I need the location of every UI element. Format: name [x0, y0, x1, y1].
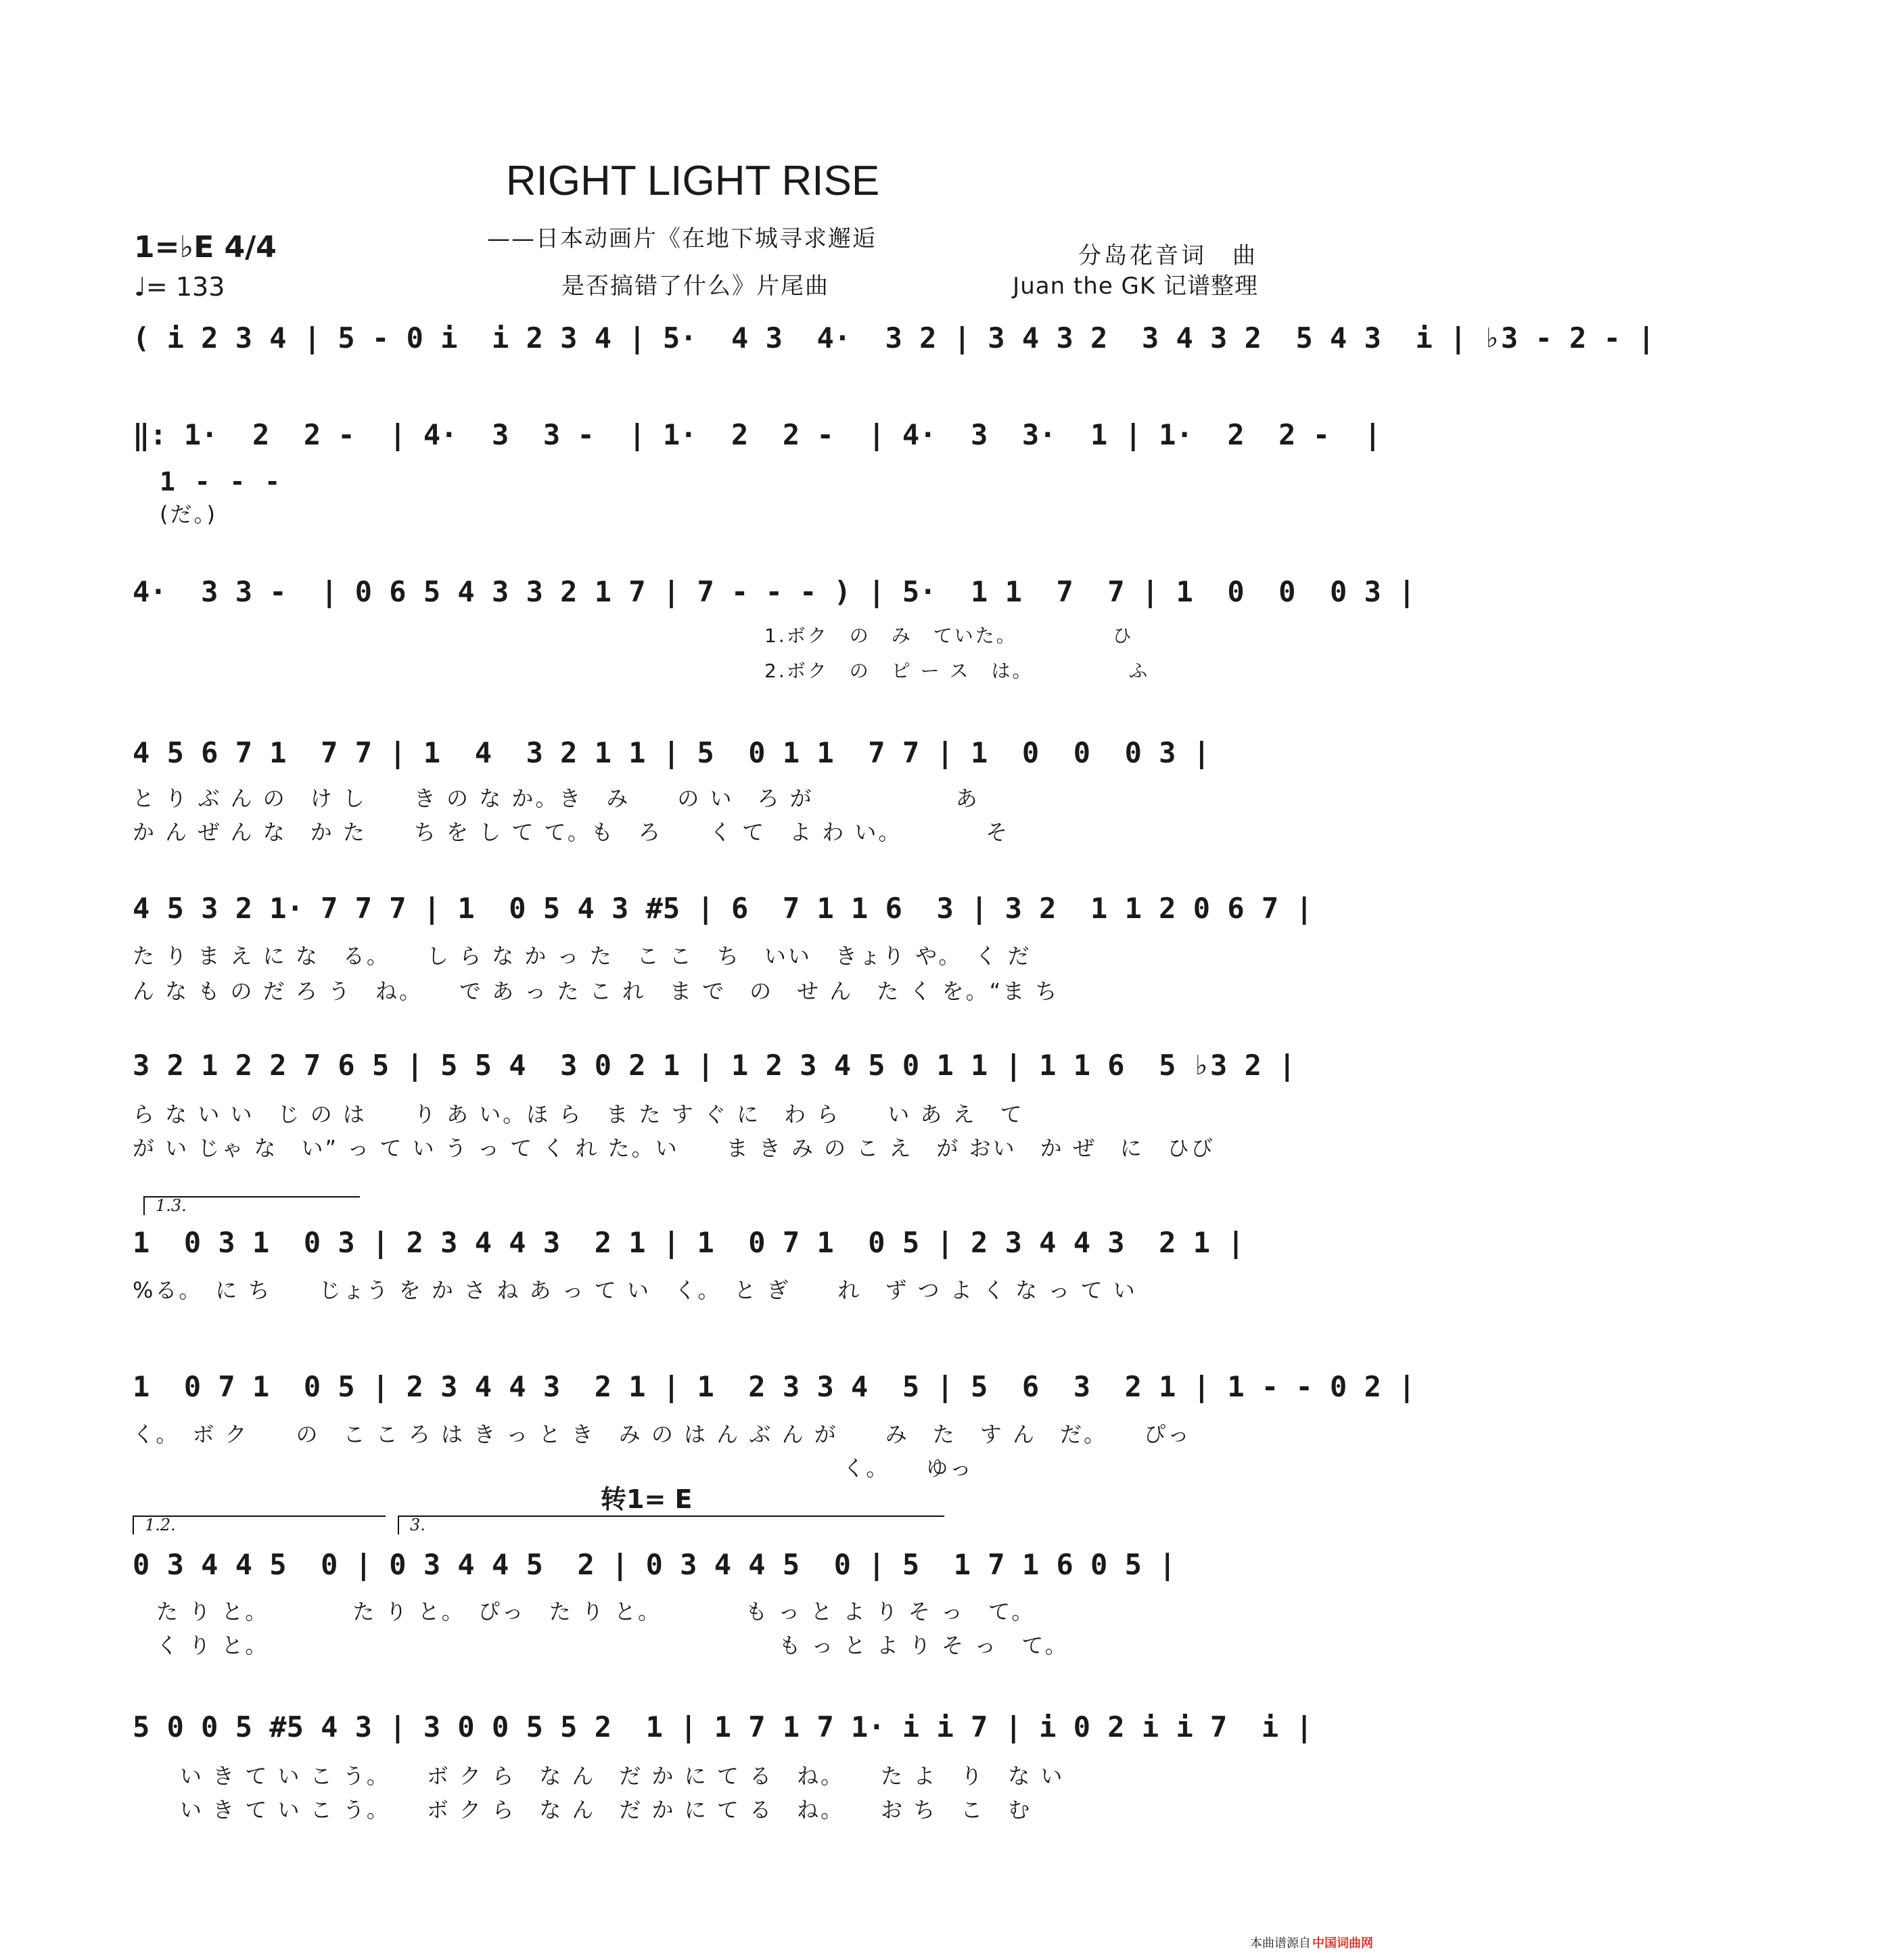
lyric-row-9-b: く り と。 も っ と よ り そ っ て。 — [133, 1633, 1069, 1658]
lyric-row-6-b: が い じゃ な い” っ て い う っ て く れ た。い ま き み の こ え が おい か ぜ に ひび — [133, 1135, 1215, 1161]
lyric-row-2-a: 1 - - - — [160, 467, 283, 497]
lyric-row-4-a: と り ぶ ん の け し き の な か。き み の い ろ が あ — [133, 785, 979, 811]
notation-row-9: 0 3 4 4 5 0 | 0 3 4 4 5 2 | 0 3 4 4 5 0 | 5 1 7 1 6 0 5 | — [133, 1548, 1176, 1581]
lyric-row-8-a: く。 ボ ク の こ こ ろ は き っ と き み の は ん ぶ ん が み た す ん だ。 ぴっ — [133, 1421, 1191, 1447]
lyric-row-3-a: 1.ボク の み ていた。 ひ — [764, 624, 1134, 647]
credit-lyricist-composer: 分岛花音词 曲 — [1078, 242, 1258, 269]
notation-row-6: 3 2 1 2 2 7 6 5 | 5 5 4 3 0 2 1 | 1 2 3 4 5 0 1 1 | 1 1 6 5 ♭3 2 | — [133, 1049, 1296, 1082]
lyric-row-8-b: く。 ゆっ — [133, 1455, 974, 1481]
lyric-row-2-b: (だ。) — [160, 501, 217, 527]
key-signature: 1=♭E 4/4 — [134, 230, 277, 265]
modulation-marking: 转1= E — [601, 1484, 693, 1514]
notation-row-7: 1 0 3 1 0 3 | 2 3 4 4 3 2 1 | 1 0 7 1 0 5 | 2 3 4 4 3 2 1 | — [133, 1226, 1245, 1259]
footer-site-link[interactable]: 中国词曲网 — [1312, 1936, 1373, 1951]
song-title: RIGHT LIGHT RISE — [505, 158, 880, 204]
lyric-row-5-b: ん な も の だ ろ う ね。 で あ っ た こ れ ま で の せ ん た く を。“ま ち — [133, 978, 1059, 1004]
volta-bracket-1-3: 1.3. — [143, 1196, 360, 1215]
lyric-row-7-a: %る。 に ち じょう を か さ ね あ っ て い く。 と ぎ れ ず つ よ く な っ て い — [133, 1277, 1137, 1303]
volta-bracket-3: 3. — [398, 1515, 944, 1534]
notation-row-3: 4· 3 3 - | 0 6 5 4 3 3 2 1 7 | 7 - - - ) | 5· 1 1 7 7 | 1 0 0 0 3 | — [133, 575, 1416, 608]
notation-row-1: ( i 2 3 4 | 5 - 0 i i 2 3 4 | 5· 4 3 4· 3 2 | 3 4 3 2 3 4 3 2 5 4 3 i | ♭3 - 2 - | — [133, 321, 1655, 355]
lyric-row-10-b: い き て い こ う。 ボ ク ら な ん だ か に て る ね。 お ち こ む — [133, 1797, 1032, 1823]
lyric-row-5-a: た り ま え に な る。 し ら な か っ た こ こ ち いい きょり や。 く だ — [133, 943, 1032, 969]
lyric-row-9-a: た り と。 た り と。 ぴっ た り と。 も っ と よ り そ っ て。 — [133, 1599, 1036, 1624]
notation-row-4: 4 5 6 7 1 7 7 | 1 4 3 2 1 1 | 5 0 1 1 7 7 | 1 0 0 0 3 | — [133, 736, 1211, 769]
subtitle-line-2: 是否搞错了什么》片尾曲 — [561, 273, 829, 300]
lyric-row-6-a: ら な い い じ の は り あ い。ほ ら ま た す ぐ に わ ら い あ え て — [133, 1101, 1024, 1127]
notation-row-10: 5 0 0 5 #5 4 3 | 3 0 0 5 5 2 1 | 1 7 1 7 1· i i 7 | i 0 2 i i 7 i | — [133, 1710, 1313, 1744]
footer-source-label: 本曲谱源自 — [1250, 1936, 1311, 1951]
lyric-row-10-a: い き て い こ う。 ボ ク ら な ん だ か に て る ね。 た よ り な い — [133, 1763, 1065, 1789]
tempo-marking: ♩= 133 — [134, 272, 225, 302]
lyric-row-4-b: か ん ぜ ん な か た ち を し て て。も ろ く て よ わ い。 そ — [133, 819, 1010, 845]
credit-transcriber: Juan the GK 记谱整理 — [1013, 273, 1258, 300]
notation-row-8: 1 0 7 1 0 5 | 2 3 4 4 3 2 1 | 1 2 3 3 4 5 | 5 6 3 2 1 | 1 - - 0 2 | — [133, 1370, 1416, 1403]
lyric-row-3-b: 2.ボク の ピ ー ス は。 ふ — [764, 660, 1150, 682]
notation-row-5: 4 5 3 2 1· 7 7 7 | 1 0 5 4 3 #5 | 6 7 1 1 6 3 | 3 2 1 1 2 0 6 7 | — [133, 892, 1313, 925]
volta-bracket-1-2: 1.2. — [133, 1515, 386, 1534]
subtitle-line-1: ——日本动画片《在地下城寻求邂逅 — [487, 225, 877, 252]
notation-row-2: ‖: 1· 2 2 - | 4· 3 3 - | 1· 2 2 - | 4· 3 3· 1 | 1· 2 2 - | — [133, 418, 1381, 451]
